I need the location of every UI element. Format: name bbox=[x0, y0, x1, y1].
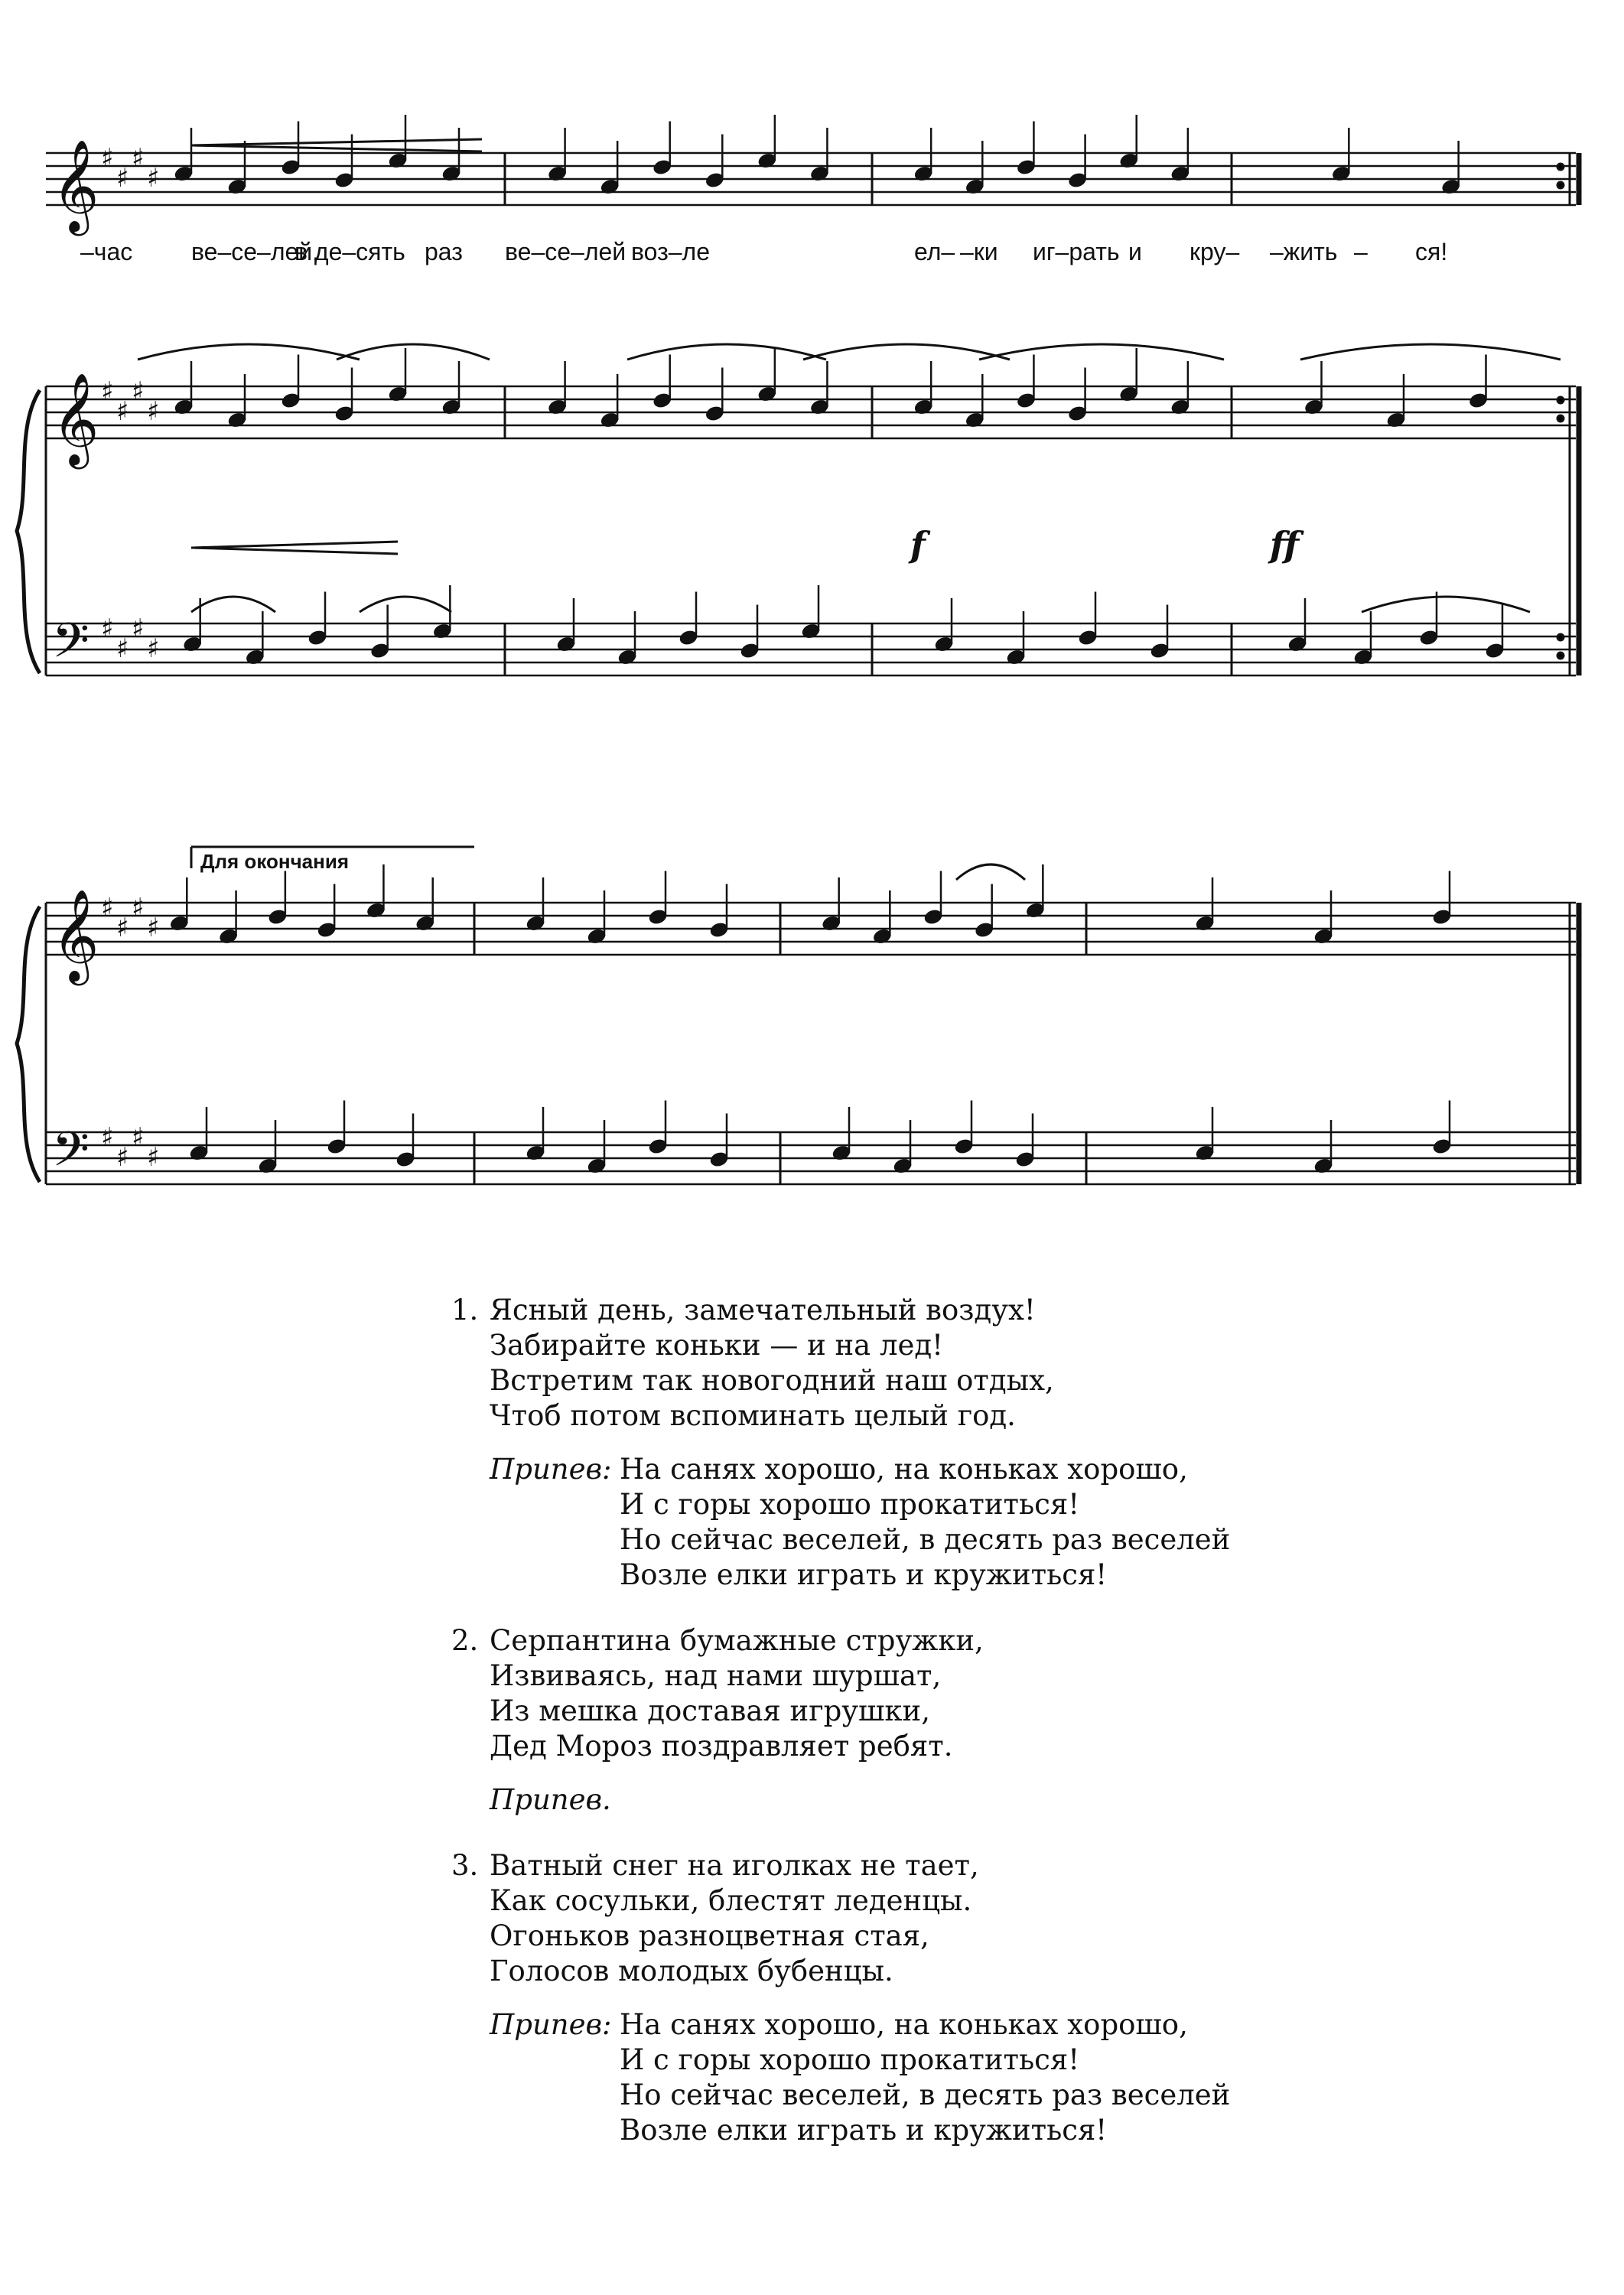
lyric-syllable: ел– bbox=[914, 238, 955, 265]
refrain-line: На санях хорошо, на коньках хорошо, bbox=[620, 2008, 1188, 2041]
brace-icon bbox=[17, 907, 40, 1182]
refrain-line: Возле елки играть и кружиться! bbox=[620, 1558, 1108, 1591]
dynamic-forte: f bbox=[910, 524, 926, 565]
treble-clef-icon: 𝄞 bbox=[52, 372, 99, 465]
verse-line: Ясный день, замечательный воздух! bbox=[490, 1294, 1036, 1327]
treble-clef-icon: 𝄞 bbox=[52, 888, 99, 981]
repeat-dot bbox=[1557, 415, 1564, 422]
sharp-icon: ♯ bbox=[101, 893, 114, 923]
vocal-lyrics bbox=[80, 238, 1447, 265]
staff-lines bbox=[46, 153, 1576, 1184]
sharp-icon: ♯ bbox=[116, 396, 129, 427]
refrain-label: Припев: bbox=[490, 2008, 612, 2041]
sharp-icon: ♯ bbox=[147, 913, 160, 943]
refrain-line: Но сейчас веселей, в десять раз веселей bbox=[620, 2079, 1231, 2111]
refrain-line: Возле елки играть и кружиться! bbox=[620, 2114, 1108, 2147]
sharp-icon: ♯ bbox=[116, 913, 129, 943]
refrain-line: На санях хорошо, на коньках хорошо, bbox=[620, 1453, 1188, 1486]
slur bbox=[803, 344, 1010, 360]
lyric-syllable: в де–сять bbox=[295, 238, 405, 265]
sharp-icon: ♯ bbox=[101, 614, 114, 644]
slur bbox=[956, 864, 1025, 880]
lyric-syllable: – bbox=[1354, 238, 1368, 265]
verses-section bbox=[451, 1293, 1369, 2179]
lyric-syllable: –жить bbox=[1270, 238, 1338, 265]
treble-clef-icon: 𝄞 bbox=[52, 138, 99, 232]
refrain-line: И с горы хорошо прокатиться! bbox=[620, 2043, 1080, 2076]
refrain-label: Припев: bbox=[490, 1453, 612, 1486]
refrain-1 bbox=[490, 1452, 1369, 1593]
verse-number: 3. bbox=[451, 1849, 479, 1882]
piano-brackets bbox=[17, 390, 40, 1182]
slur bbox=[138, 344, 360, 360]
verse-line: Ватный снег на иголках не тает, bbox=[490, 1849, 979, 1882]
verse-line: Серпантина бумажные стружки, bbox=[490, 1624, 984, 1657]
sharp-icon: ♯ bbox=[147, 1142, 160, 1173]
verse-line: Чтоб потом вспоминать целый год. bbox=[490, 1399, 1016, 1432]
lyric-syllable: и bbox=[1128, 238, 1142, 265]
sharp-icon: ♯ bbox=[132, 893, 145, 923]
sharp-icon: ♯ bbox=[132, 614, 145, 644]
lyric-syllable: кру– bbox=[1190, 238, 1240, 265]
verse-line: Из мешка доставая игрушки, bbox=[490, 1694, 930, 1727]
sharp-icon: ♯ bbox=[116, 163, 129, 194]
slur bbox=[627, 344, 826, 360]
sharp-icon: ♯ bbox=[147, 633, 160, 664]
slur bbox=[979, 344, 1224, 360]
bass-clef-icon: 𝄢 bbox=[52, 1121, 89, 1189]
slur bbox=[1362, 597, 1530, 612]
dynamic-fortissimo: ff bbox=[1270, 524, 1300, 565]
verse-line: Встретим так новогодний наш отдых, bbox=[490, 1364, 1054, 1397]
repeat-dot bbox=[1557, 164, 1564, 170]
lyric-syllable: воз–ле bbox=[631, 238, 711, 265]
verse-line: Огоньков разноцветная стая, bbox=[490, 1919, 929, 1952]
repeat-dot bbox=[1557, 182, 1564, 188]
lyric-syllable: ве–се–лей, bbox=[191, 238, 320, 265]
barlines bbox=[46, 153, 1579, 1184]
verse-line: Извиваясь, над нами шуршат, bbox=[490, 1659, 942, 1692]
ending-label: Для окончания bbox=[200, 850, 349, 873]
refrain-reference: Припев. bbox=[490, 1783, 611, 1816]
sharp-icon: ♯ bbox=[132, 376, 145, 407]
slur bbox=[191, 597, 275, 612]
verse-2 bbox=[451, 1623, 1369, 1764]
slur bbox=[360, 597, 451, 612]
slur bbox=[337, 344, 490, 360]
notes bbox=[169, 115, 1505, 1174]
lyric-syllable: раз bbox=[425, 238, 463, 265]
bass-clef-icon: 𝄢 bbox=[52, 612, 89, 680]
lyric-syllable: –час bbox=[80, 238, 133, 265]
verse-line: Как сосульки, блестят леденцы. bbox=[490, 1884, 972, 1917]
sharp-icon: ♯ bbox=[132, 1122, 145, 1153]
lyric-syllable: ве–се–лей bbox=[505, 238, 626, 265]
refrain-line: И с горы хорошо прокатиться! bbox=[620, 1488, 1080, 1521]
refrain-line: Но сейчас веселей, в десять раз веселей bbox=[620, 1523, 1231, 1556]
sharp-icon: ♯ bbox=[101, 143, 114, 174]
sharp-icon: ♯ bbox=[147, 163, 160, 194]
lyric-syllable: ся! bbox=[1415, 238, 1448, 265]
verse-line: Дед Мороз поздравляет ребят. bbox=[490, 1730, 953, 1763]
sharp-icon: ♯ bbox=[101, 1122, 114, 1153]
lyric-syllable: иг–рать bbox=[1033, 238, 1120, 265]
brace-icon bbox=[17, 390, 40, 673]
verse-1 bbox=[451, 1293, 1369, 1434]
verse-line: Голосов молодых бубенцы. bbox=[490, 1955, 893, 1987]
verse-line: Забирайте коньки — и на лед! bbox=[490, 1329, 944, 1362]
verse-number: 1. bbox=[451, 1294, 479, 1327]
clefs bbox=[52, 138, 159, 1189]
lyric-syllable: –ки bbox=[960, 238, 998, 265]
sharp-icon: ♯ bbox=[101, 376, 114, 407]
sharp-icon: ♯ bbox=[132, 143, 145, 174]
refrain-3 bbox=[490, 2007, 1369, 2148]
slur bbox=[1300, 344, 1561, 360]
sharp-icon: ♯ bbox=[116, 1142, 129, 1173]
verse-3 bbox=[451, 1848, 1369, 1989]
repeat-dot bbox=[1557, 653, 1564, 659]
repeat-dot bbox=[1557, 397, 1564, 403]
crescendo-hairpin bbox=[191, 542, 398, 554]
verse-number: 2. bbox=[451, 1624, 479, 1657]
sharp-icon: ♯ bbox=[116, 633, 129, 664]
crescendo-hairpin bbox=[191, 139, 482, 151]
repeat-dot bbox=[1557, 634, 1564, 640]
sharp-icon: ♯ bbox=[147, 396, 160, 427]
